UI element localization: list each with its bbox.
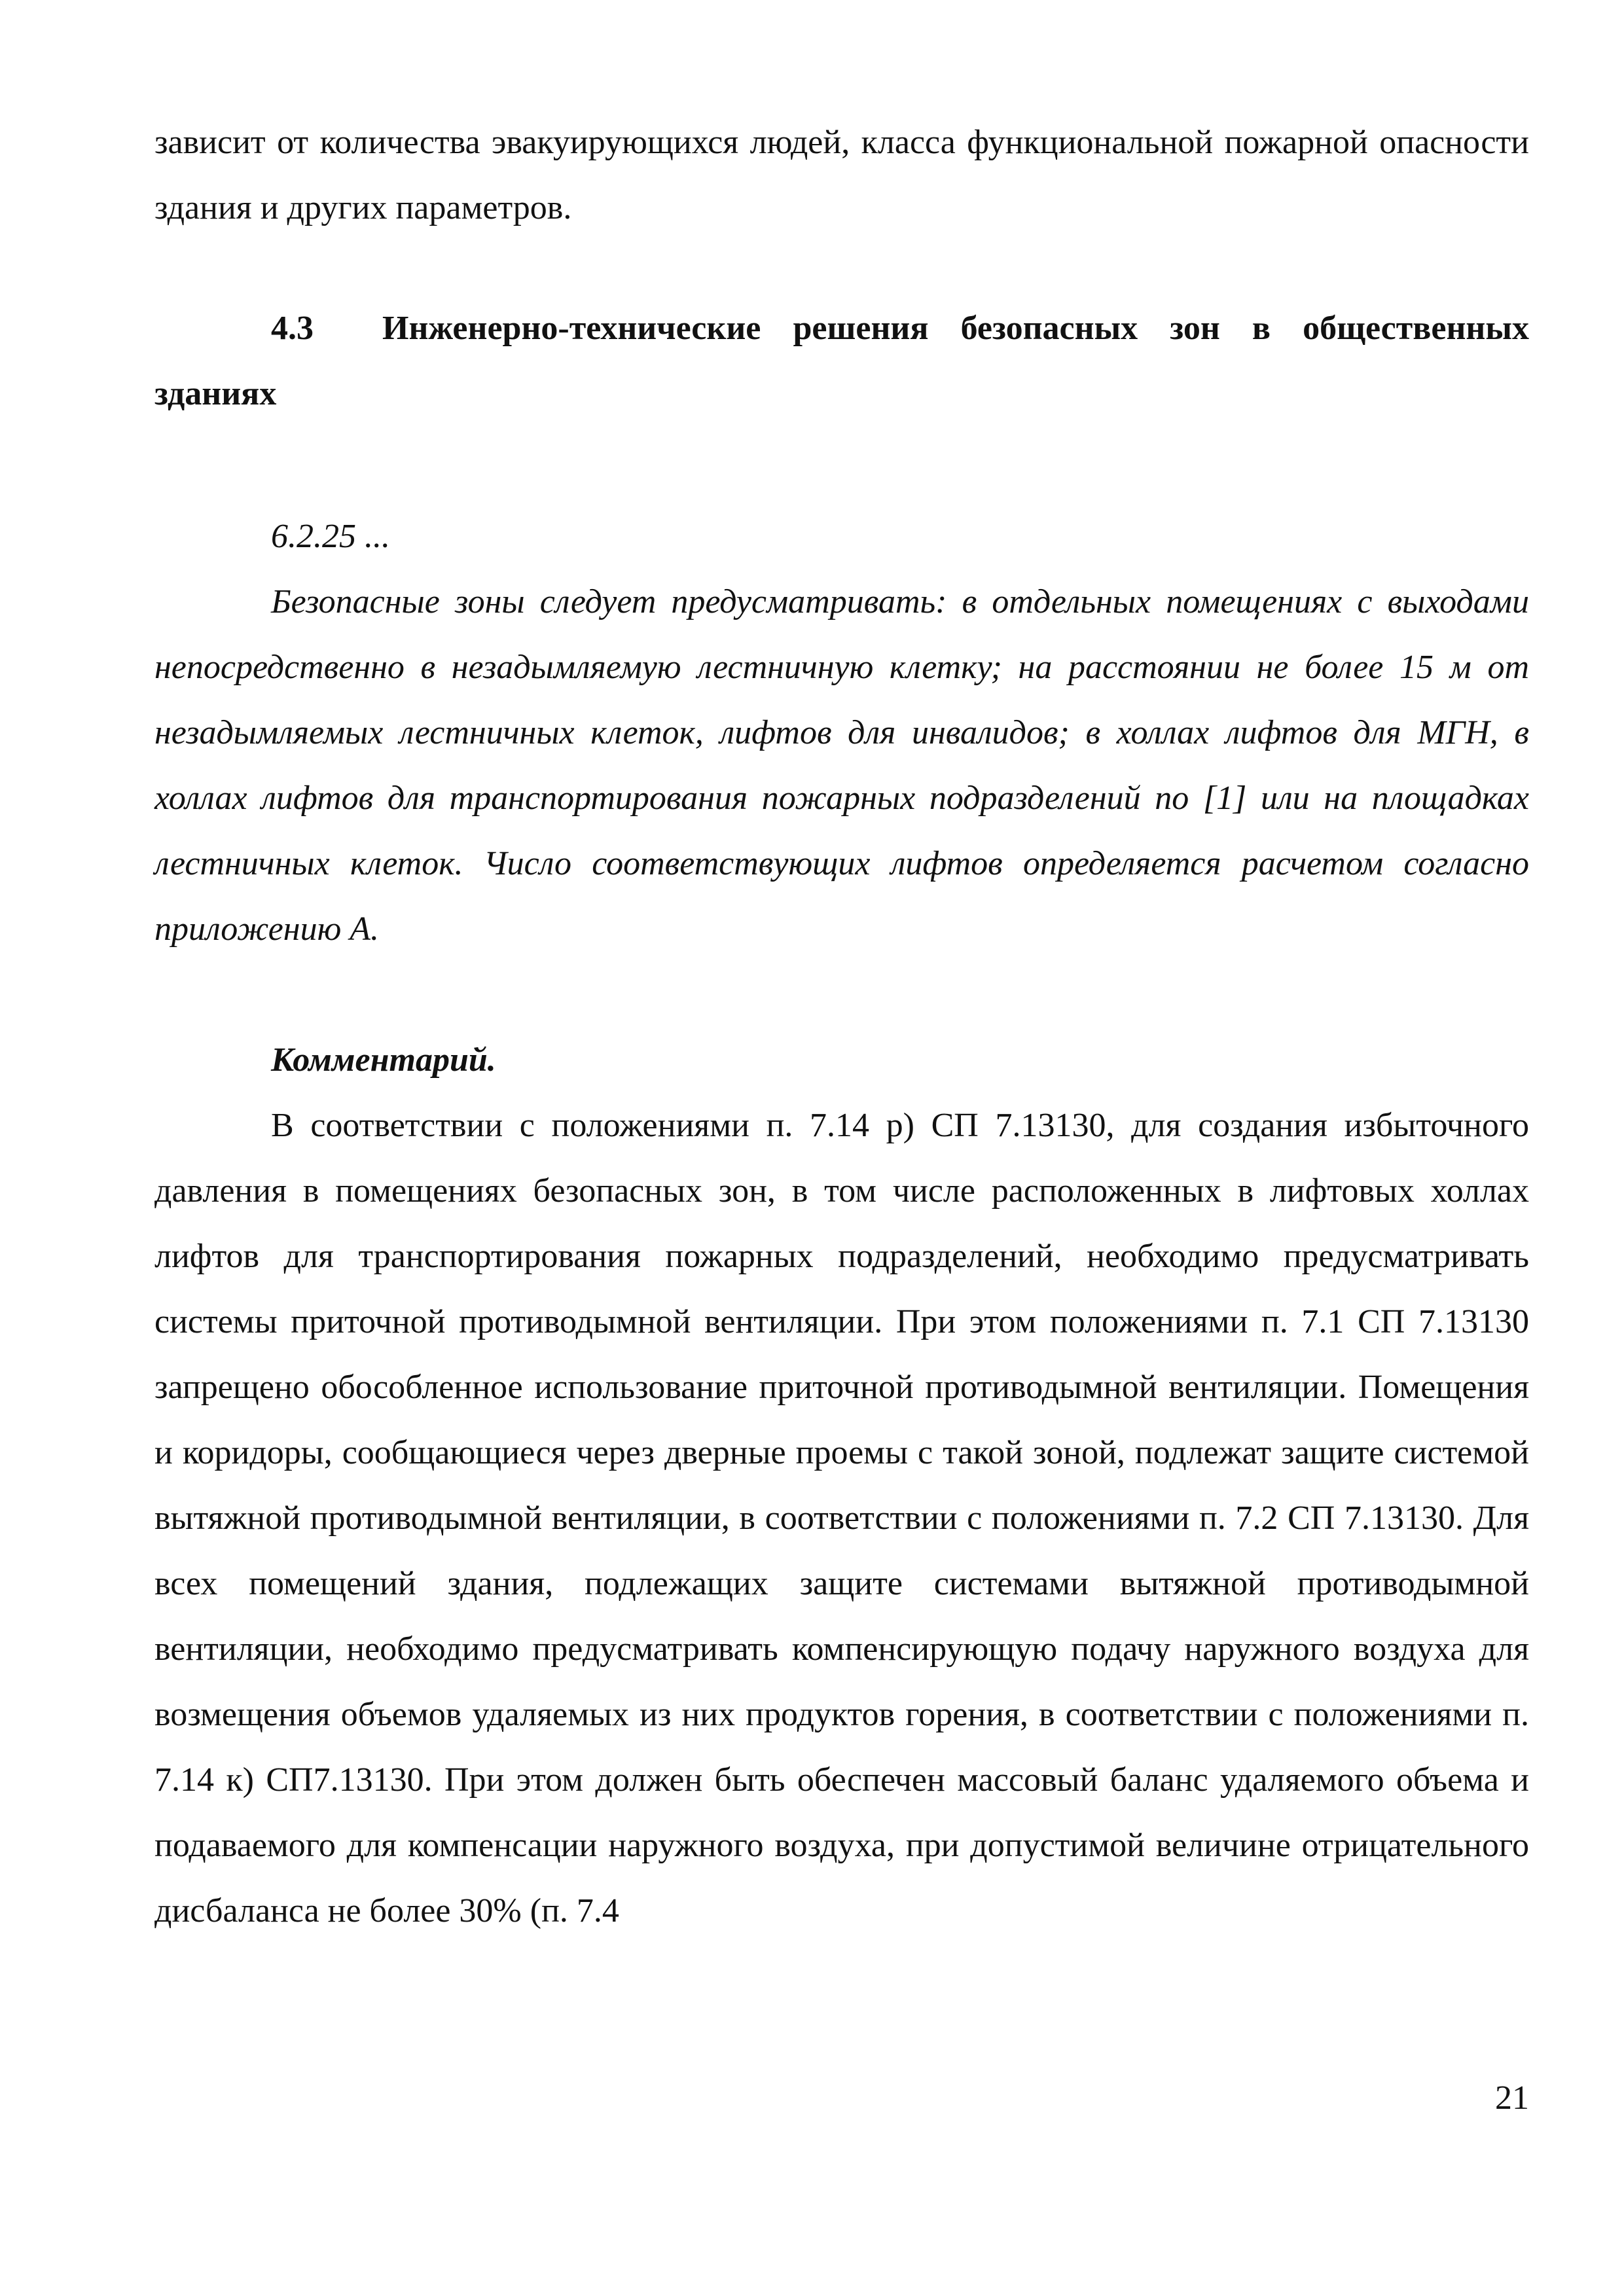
section-number: 4.3 bbox=[271, 310, 314, 347]
comment-text: В соответствии с положениями п. 7.14 р) СП 7.13130, для создания избыточного давления в помещениях безопасных зон, в том числе расположенных в лифтовых холлах лифтов для транспортирования пожарных подразделений, необходимо предусматривать системы приточной противодымной вентиляции. При этом положениями п. 7.1 СП 7.13130 запрещено обособленное использование приточной противодымной вентиляции. Помещения и коридоры, сообщающиеся через дверные проемы с такой зоной, подлежат защите системой вытяжной противодымной вентиляции, в соответствии с положениями п. 7.2 СП 7.13130. Для всех помещений здания, подлежащих защите системами вытяжной противодымной вентиляции, необходимо предусматривать компенсирующую подачу наружного воздуха для возмещения объемов удаляемых из них продуктов горения, в соответствии с положениями п. 7.14 к) СП7.13130. При этом должен быть обеспечен массовый баланс удаляемого объема и подаваемого для компенсации наружного воздуха, при допустимой величине отрицательного дисбаланса не более 30% (п. 7.4 bbox=[154, 1107, 1529, 1929]
clause-text: Безопасные зоны следует предусматривать: в отдельных помещениях с выходами непосредственно в незадымляемую лестничную клетку; на расстоянии не более 15 м от незадымляемых лестничных клеток, лифтов для инвалидов; в холлах лифтов для МГН, в холлах лифтов для транспортирования пожарных подразделений по [1] или на площадках лестничных клеток. Число соответствующих лифтов определяется расчетом согласно приложению А. bbox=[154, 583, 1529, 948]
document-page bbox=[154, 110, 1529, 1944]
comment-title: Комментарий. bbox=[271, 1041, 496, 1079]
page-number: 21 bbox=[1495, 2079, 1529, 2117]
section-heading bbox=[154, 296, 1529, 427]
clause-number: 6.2.25 ... bbox=[271, 518, 390, 555]
section-title: Инженерно-технические решения безопасных зон в общественных зданиях bbox=[154, 310, 1529, 412]
intro-paragraph: зависит от количества эвакуирующихся людей, класса функциональной пожарной опасности здания и других параметров. bbox=[154, 124, 1529, 226]
